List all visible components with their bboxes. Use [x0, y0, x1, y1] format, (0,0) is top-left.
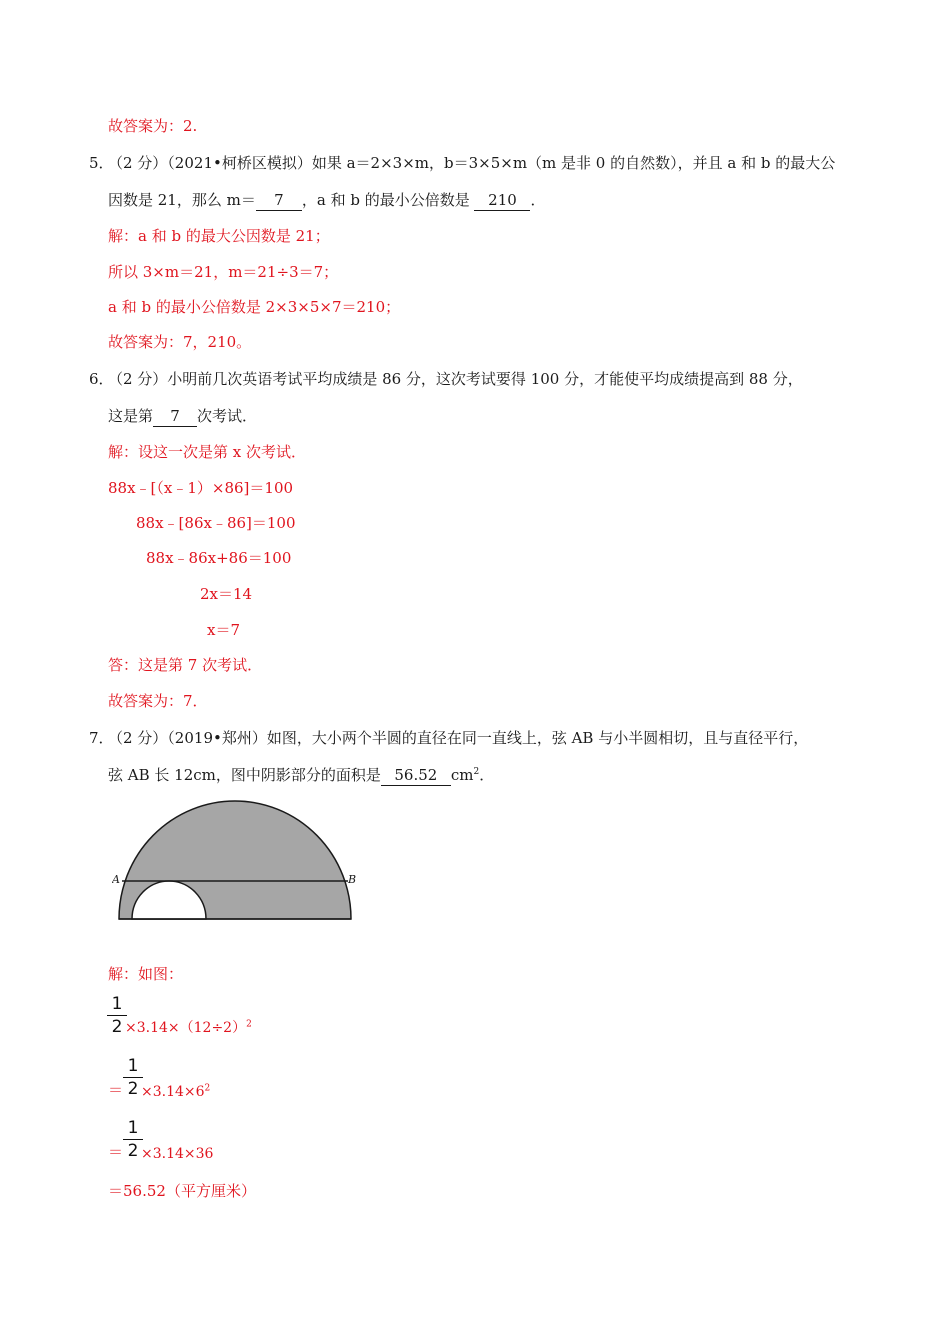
fraction-one-half [107, 994, 127, 1037]
q5-text-end: ． [530, 191, 546, 209]
q6-text-end: 次考试． [197, 407, 258, 425]
q6-answer: 故答案为：7． [108, 692, 208, 710]
q5-solution-line: 所以 3×m＝21，m＝21÷3＝7； [108, 263, 339, 281]
q5-text-line1: （2 分）（2021•柯桥区模拟）如果 a＝2×3×m，b＝3×5×m（m 是非 0 的自然数），并且 a 和 b 的最大公 [108, 154, 836, 172]
q6-text-pre: 这是第 [108, 407, 154, 425]
q7-step2 [141, 1082, 210, 1102]
q7-unit-exponent: 2 [473, 767, 480, 777]
semicircle-figure [112, 797, 362, 925]
q7-step4: ＝56.52（平方厘米） [108, 1182, 256, 1200]
q7-step1 [125, 1018, 252, 1038]
fraction-numerator: 1 [123, 1056, 143, 1078]
fraction-denominator: 2 [127, 1079, 139, 1099]
q5-text-line2 [108, 190, 546, 211]
q7-text-end: ． [479, 766, 495, 784]
q6-number: 6． [89, 370, 114, 388]
point-a-label: A [112, 873, 120, 886]
q7-number: 7． [89, 729, 114, 747]
fraction-one-half [123, 1056, 143, 1099]
q6-text-line1: （2 分）小明前几次英语考试平均成绩是 86 分，这次考试要得 100 分，才能使平均成绩提高到 88 分， [108, 370, 803, 388]
q7-blank: 56.52 [381, 765, 451, 786]
q6-solution-line: 解：设这一次是第 x 次考试． [108, 443, 306, 461]
q6-text-line2 [108, 406, 257, 427]
fraction-one-half [123, 1118, 143, 1161]
q6-blank: 7 [153, 406, 197, 427]
q5-solution-line: a 和 b 的最小公倍数是 2×3×5×7＝210； [108, 298, 401, 316]
q5-solution-line: 解：a 和 b 的最大公因数是 21； [108, 227, 330, 245]
q6-equation: 2x＝14 [200, 585, 253, 603]
q7-step1-exponent: 2 [246, 1019, 252, 1030]
point-b-label: B [348, 873, 357, 886]
q5-blank-m: 7 [256, 190, 302, 211]
q7-text-pre: 弦 AB 长 12cm，图中阴影部分的面积是 [108, 766, 381, 784]
q7-step1-text: ×3.14×（12÷2） [125, 1020, 247, 1036]
q7-unit: cm [450, 766, 474, 784]
q7-step2-equals: ＝ [108, 1081, 124, 1099]
q7-step3: ×3.14×36 [141, 1146, 214, 1162]
q5-blank-lcm: 210 [474, 190, 530, 211]
fraction-denominator: 2 [127, 1141, 139, 1161]
q7-step2-text: ×3.14×6 [141, 1084, 205, 1100]
q5-text-pre: 因数是 21，那么 m＝ [108, 191, 256, 209]
fraction-numerator: 1 [107, 994, 127, 1016]
q6-equation: 88x﹣[（x﹣1）×86]＝100 [108, 479, 294, 497]
q6-equation: x＝7 [207, 621, 241, 639]
prev-answer: 故答案为：2. [108, 117, 198, 135]
q5-text-mid: ，a 和 b 的最小公倍数是 [301, 191, 475, 209]
q6-equation: 88x﹣[86x﹣86]＝100 [136, 514, 296, 532]
q5-number: 5． [89, 154, 114, 172]
fraction-numerator: 1 [123, 1118, 143, 1140]
q5-answer: 故答案为：7，210。 [108, 333, 252, 351]
q6-conclusion: 答：这是第 7 次考试． [108, 656, 263, 674]
q7-text-line2 [108, 765, 494, 786]
q7-step2-exponent: 2 [204, 1083, 211, 1094]
q7-text-line1: （2 分）（2019•郑州）如图，大小两个半圆的直径在同一直线上，弦 AB 与小半圆相切，且与直径平行， [108, 729, 809, 747]
fraction-denominator: 2 [111, 1017, 123, 1037]
q7-step3-equals: ＝ [108, 1143, 124, 1161]
q7-solution-intro: 解：如图： [108, 965, 184, 983]
q6-equation: 88x﹣86x+86＝100 [146, 549, 292, 567]
